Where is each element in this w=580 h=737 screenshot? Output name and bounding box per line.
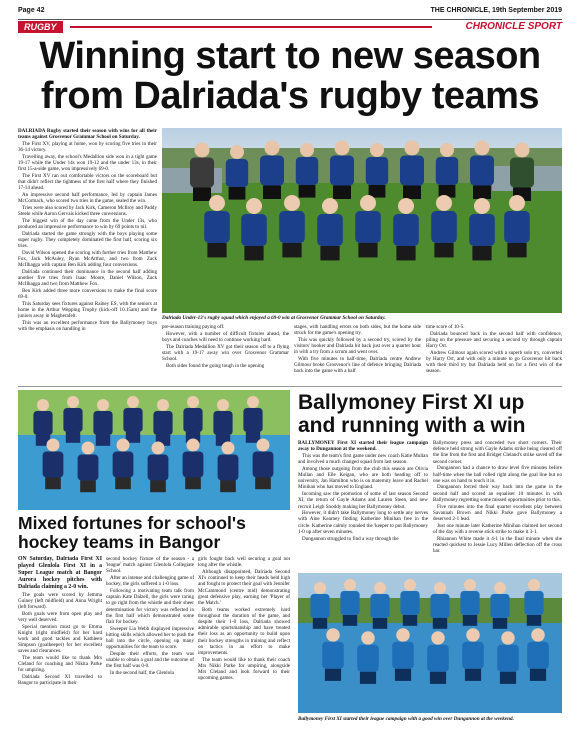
rugby-paragraph: This was quickly followed by a second try, scored by the visitors' hooker and Dalriada hit back just over a quarter hour in with a try from a scrum and went over. — [294, 336, 421, 356]
dalriada-hockey-paragraph: Following a motivating team talk from captain Kate Dalzell, the girls were raring to go right from the whistle and their sheer determination for victory was reflected in the first half which demonstrated some flair for hockey. — [106, 588, 194, 626]
rugby-paragraph: Dalriada bounced back in the second half with confidence, piling on the pressure and securing a second try through captain Harry Orr. — [426, 330, 562, 350]
ballymoney-paragraph: Rhiannon White made it 4-1 in the final minute when she reacted quickest to Jessie Lucy Millen deflection off the cross bar. — [433, 535, 562, 554]
rugby-paragraph: This was an excellent performance from the Ballymoney boys with the emphasis on handling in — [18, 320, 157, 333]
ballymoney-paragraph: Five minutes into the final quarter excellent play between Savannah Brown and Nikki Parke gave Ballymoney a deserved 2-1 lead. — [433, 503, 562, 522]
dalriada-hockey-paragraph: Despite their efforts, the team was unable to obtain a goal and the outcome of the first half was 0-0. — [106, 651, 194, 670]
rugby-paragraph: Dalriada started the game strongly with the boys playing some super rugby. They completely dominated the first half, scoring six tries. — [18, 230, 157, 250]
dalriada-hockey-paragraph: Both goals were from open play and very well deserved. — [18, 610, 102, 623]
ballymoney-hockey-photo — [298, 573, 562, 713]
ballymoney-paragraph: Dungannon had a chance to draw level five minutes before half-time when the ball rolled right along the goal line but no one was on hand to touch it in. — [433, 465, 562, 484]
ballymoney-paragraph: Ballymoney press and conceded two short corners. Their defence held strong with Gayle Adams strike being cleared off the line from the first and Bridget Cleland's strike saved off the second corner. — [433, 440, 562, 465]
dalriada-hockey-column-1 — [18, 556, 102, 732]
rugby-paragraph: Ben Kirk added three more conversions to make the final score 69-0. — [18, 288, 157, 301]
dalriada-hockey-paragraph: second hockey fixture of the season - a 'league' match against Glenlola Collegiate School. — [106, 556, 194, 575]
ballymoney-photo-caption: Ballymoney First XI started their league campaign with a good win over Dungannon at the weekend. — [298, 716, 514, 722]
rugby-paragraph: David Wilson opened the scoring with further tries from Matthew Fox, Jack McAuley, Ryan McArthur, and two from Zack McIlhagga with captain Ben Kirk adding four conversions. — [18, 249, 157, 269]
page-number: Page 42 — [18, 7, 45, 14]
dalriada-hockey-paragraph: After an intense and challenging game of hockey, the girls suffered a 1-0 loss. — [106, 575, 194, 588]
dalriada-hockey-paragraph: Special mention must go to Emma Knight (right midfield) for her hard work and good tackles and Kathleen Simpson (goalkeeper) for her excellent saves and clearances. — [18, 623, 102, 655]
dalriada-hockey-paragraph: Although disappointed, Dalriada Second XI's continued to keep their heads held high and fought to protect their goal with Jennifer McCammond (centre mid) demonstrating great defensive play, earning her 'Player of the Match.' — [198, 568, 290, 606]
dalriada-hockey-photo-image — [18, 390, 290, 510]
rugby-paragraph: With five minutes to half-time, Dalriada centre Andrew Gilmour broke Grosvenor's line of defence bringing Dalriada back into the game with a half — [294, 356, 421, 375]
rugby-paragraph: Andrew Gilmour again scored with a superb solo try, converted by Harry Orr, and with only a minute to go Grosvenor hit back with their third try but Dalriada held on for a first win of the season. — [426, 349, 562, 375]
dalriada-hockey-paragraph: In the second half, the Glenlola — [110, 670, 174, 677]
rugby-column-1 — [18, 128, 157, 383]
ballymoney-headline: Ballymoney First XI up and running with a win — [298, 391, 526, 437]
ballymoney-paragraph: Dungannon forced their way back into the game in the second half and scored an equaliser 10 minutes in with Ballymoney regretting some missed opportunities prior to this. — [433, 484, 562, 503]
rugby-paragraph: Dalriada continued their dominance in the second half adding another five tries from Isaac Moore, Daniel Wilson, Zack McIlhagga and two from Matthew Fox. — [18, 268, 157, 288]
section-divider — [70, 26, 432, 28]
rugby-lede: DALRIADA Rugby started their season with wins for all their teams against Grosvenor Grammar School on Saturday. — [18, 128, 157, 141]
dalriada-hockey-paragraph: The team would like to thank their coach Mrs Nikki Parke for umpiring, alongside Mrs Cleland and look forward to their upcoming games. — [198, 656, 290, 682]
ballymoney-column-2 — [433, 440, 562, 570]
dalriada-hockey-paragraph: Sweeper Lia Webb displayed impressive hitting skills which allowed her to push the ball into the circle, opening up many opportunities for the team to score. — [106, 625, 194, 651]
rugby-paragraph: pre-season training paying off. — [162, 324, 225, 330]
rugby-paragraph: stages, with handling errors on both sides, but the home side struck for the game's opening try. — [294, 324, 421, 337]
rugby-paragraph: The Dalriada Medallion XV got their season off to a flying start with a 19-17 away win over Grosvenor Grammar School. — [162, 343, 289, 363]
rugby-paragraph: This Saturday sees fixtures against Rainey ES, with the seniors at home in the Arthur Wepping Trophy (kick-off 10.15am) and the juniors away in Magherafelt. — [18, 300, 157, 320]
brand-logo — [465, 21, 562, 33]
page-title: Winning start to new season from Dalriada's rugby teams — [39, 35, 541, 117]
ballymoney-lede: BALLYMONEY First XI started their league campaign away to Dungannon at the weekend. — [298, 440, 428, 453]
dalriada-hockey-photo — [18, 390, 290, 510]
dalriada-hockey-column-3 — [198, 556, 290, 732]
paper-date: THE CHRONICLE, 19th September 2019 — [430, 7, 562, 14]
ballymoney-paragraph: Among those outgoing from the club this season are Olivia Mullan and Elle Keigan, who are both heading off to university, Jan Hamilton who is on maternity leave and Rachel Minihan who has moved to England. — [298, 465, 428, 491]
page-header-bar — [18, 5, 562, 20]
dalriada-hockey-lede: ON Saturday, Dalriada First XI played Glenlola First XI in a Super League match at Bangor Aurora hockey pitches with Dalriada claiming a 2-0 win. — [18, 556, 102, 590]
rugby-paragraph: Tries were also scored by Jack Kirk, Cameron McIlroy and Paddy Steele while Aaron Gervais kicked three conversions. — [18, 204, 157, 218]
dalriada-hockey-paragraph: Both teams worked extremely hard throughout the duration of the game, and despite their 1-0 loss, Dalriada showed admirable sportsmanship and have treated their loss as an opportunity to build upon their hockey strengths in training and reflect on tactics in an effort to make improvements. — [198, 606, 290, 657]
rugby-team-photo — [162, 128, 562, 313]
rugby-paragraph: An impressive second half performance, led by captain James McCormack, who scored two tries in the game, sealed the win. — [18, 192, 157, 205]
rugby-paragraph: time score of 10-5. — [426, 324, 465, 330]
dalriada-hockey-paragraph: The team would like to thank Mrs Cleland for coaching and Nikita Parke for umpiring. — [18, 655, 102, 674]
ballymoney-paragraph: Incoming saw the promotion of some of last season Second XI, the return of Gayle Adams and Lauren Steen, and new recruit Leigh Snoddy making her Ballymoney debut. — [298, 491, 428, 510]
section-tag: RUGBY — [18, 21, 63, 33]
dalriada-hockey-paragraph: The goals were scored by Jemma Guiney (left midfield) and Anna Wright (left forward). — [18, 591, 102, 610]
ballymoney-paragraph: However, it didn't take Ballymoney long to settle any nerves with Aine Kearney finding Katherine Minihan free in the circle. Katherine calmly rounded the 'keeper to put Ballymoney 1-0 up after seven minutes. — [298, 510, 428, 535]
ballymoney-paragraph: Dungannon struggled to find a way through the — [302, 535, 399, 542]
ballymoney-column-1 — [298, 440, 428, 570]
section-strip — [18, 21, 562, 33]
rugby-team-photo-image — [162, 128, 562, 313]
brand-chronicle: CHRONICLE — [465, 21, 525, 32]
rugby-paragraph: The First XV, playing at home, won by scoring five tries in their 36-14 victory. — [18, 140, 157, 154]
dalriada-hockey-headline: Mixed fortunes for school's hockey teams in Bangor — [18, 513, 246, 552]
rugby-paragraph: However, with a number of difficult fixtures ahead, the boys and coaches will need to continue working hard. — [162, 330, 289, 343]
rugby-paragraph: Travelling away, the school's Medallion side won in a tight game 19-17 while the Under 14s won 19-12 and the under 13s, in their first 15-a-side game, won impressively 69-0. — [18, 153, 157, 173]
brand-sport: SPORT — [527, 21, 562, 32]
rugby-column-4 — [426, 324, 562, 384]
rugby-photo-caption: Dalriada Under-13's rugby squad which enjoyed a 69-0 win at Grosvenor Grammar School on Saturday. — [162, 315, 386, 321]
ballymoney-hockey-photo-image — [298, 573, 562, 713]
rugby-paragraph: The First XV ran out comfortable victors on the scoreboard but that didn't reflect the tightness of the first half where they finished 17-14 ahead. — [18, 172, 157, 192]
rugby-paragraph: The biggest win of the day came from the Under 13s, who produced an impressive performance to win by 69 points to nil. — [18, 217, 157, 231]
dalriada-hockey-paragraph: girls fought back well securing a goal not long after the whistle. — [198, 556, 290, 569]
section-divider — [18, 386, 562, 387]
dalriada-hockey-paragraph: Dalriada Second XI travelled to Bangor to participate in their — [18, 674, 102, 687]
rugby-paragraph: Both sides found the going tough in the opening — [166, 362, 265, 369]
rugby-column-2 — [162, 324, 289, 384]
ballymoney-paragraph: This was the team's first game under new coach Katie Mullan and involved a much changed squad from last season. — [298, 452, 428, 466]
rugby-column-3 — [294, 324, 421, 384]
dalriada-hockey-column-2 — [106, 556, 194, 732]
ballymoney-paragraph: Just one minute later Katherine Minihan claimed her second of the day with a reverse stick strike to make it 3-1. — [433, 522, 562, 535]
